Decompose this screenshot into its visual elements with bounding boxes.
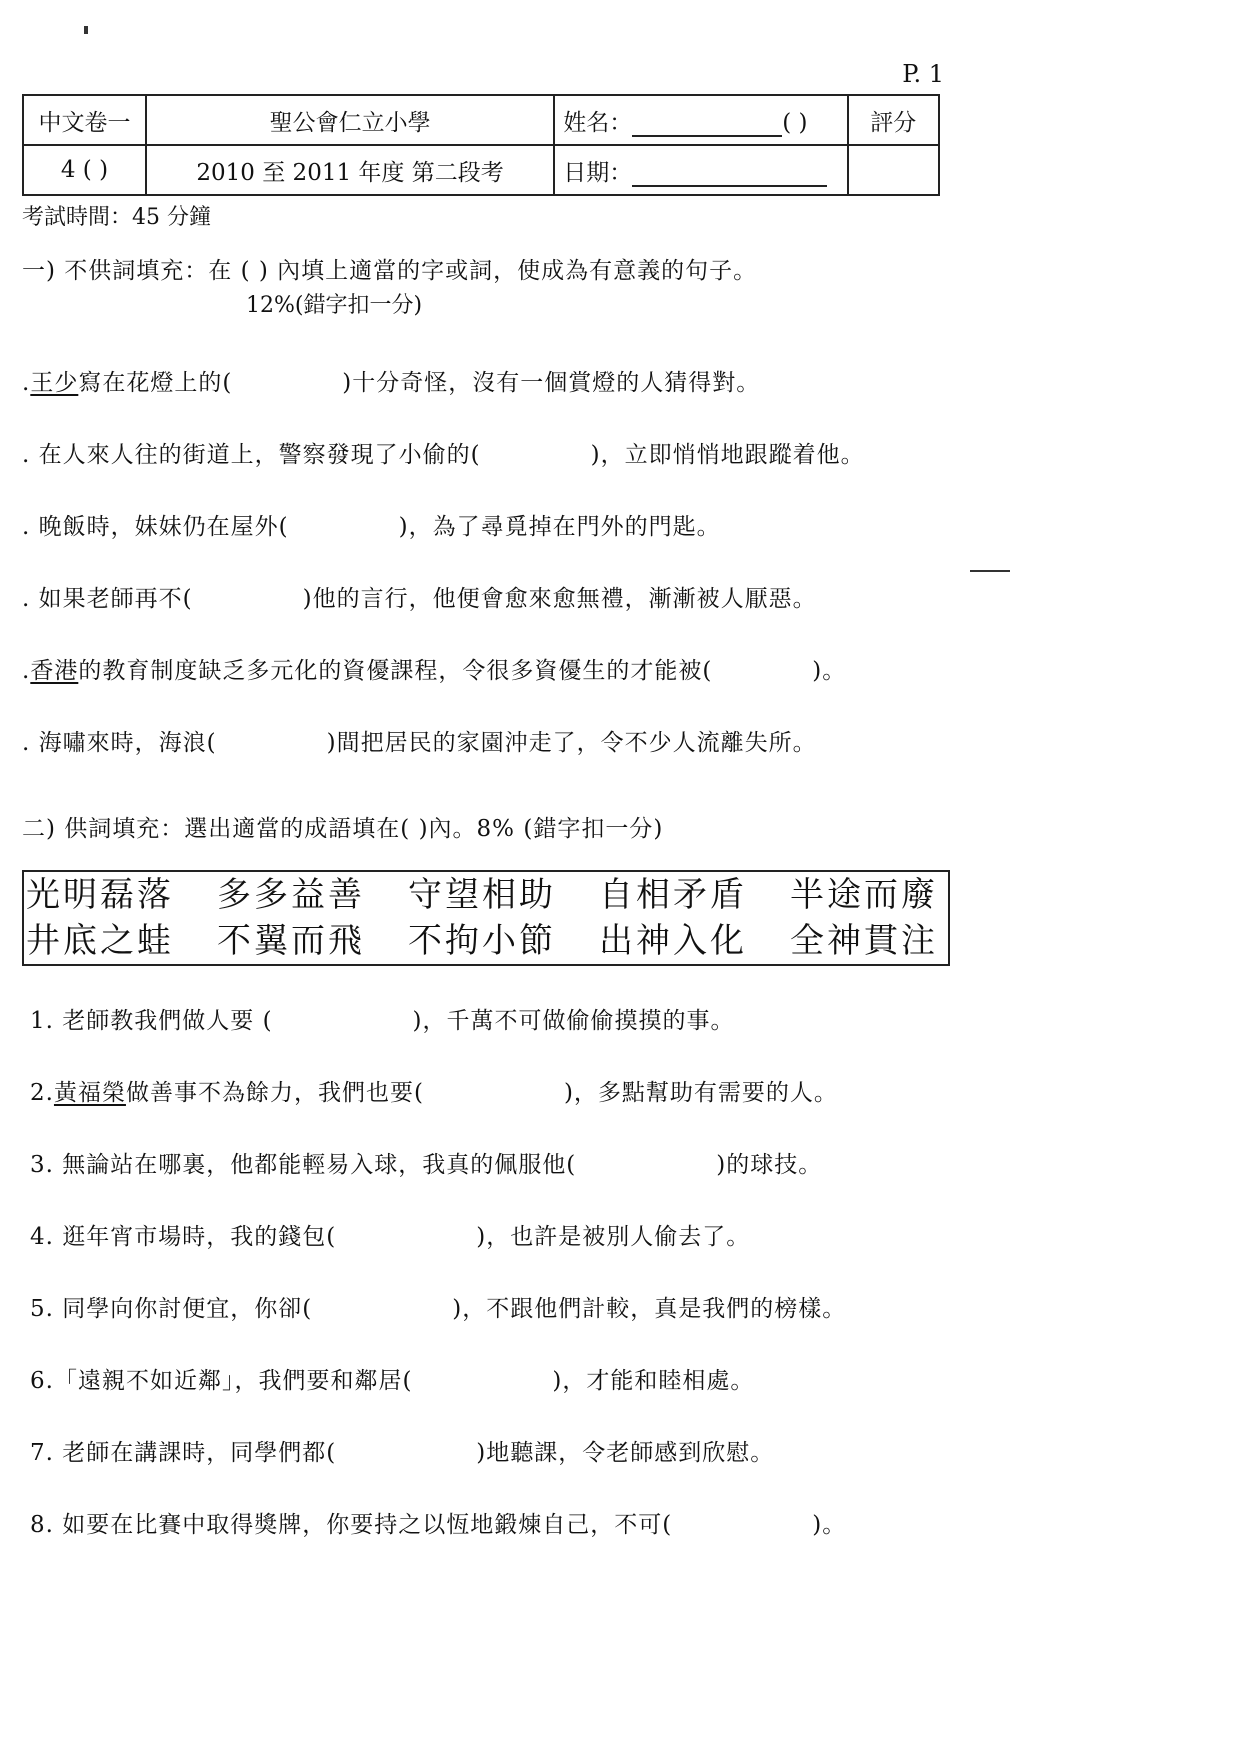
section1-question: . 晚飯時，妹妹仍在屋外( )，為了尋覓掉在門外的門匙。 <box>22 514 721 540</box>
scan-mark <box>84 26 88 34</box>
word-bank-item: 光明磊落 <box>26 875 174 915</box>
name-field[interactable] <box>632 113 782 137</box>
word-bank-item: 全神貫注 <box>790 921 938 961</box>
word-bank-item: 多多益善 <box>217 875 365 915</box>
proper-name: 王少 <box>30 370 79 396</box>
section2-question: 6.「遠親不如近鄰」，我們要和鄰居( )，才能和睦相處。 <box>30 1368 755 1394</box>
section1-question: . 如果老師再不( )他的言行，他便會愈來愈無禮，漸漸被人厭惡。 <box>22 586 817 612</box>
section2-question: 1. 老師教我們做人要 ( )，千萬不可做偷偷摸摸的事。 <box>30 1008 735 1034</box>
word-bank-item: 不拘小節 <box>408 921 556 961</box>
word-bank-item: 不翼而飛 <box>217 921 365 961</box>
date-cell <box>554 145 847 195</box>
word-bank-item: 自相矛盾 <box>599 875 747 915</box>
score-box[interactable] <box>848 145 940 195</box>
exam-header-table <box>22 94 940 196</box>
class-cell: 4 ( ) <box>23 145 146 195</box>
section1-question: . 在人來人往的街道上，警察發現了小偷的( )，立即悄悄地跟蹤着他。 <box>22 442 865 468</box>
year-term: 2010 至 2011 年度 第二段考 <box>146 145 554 195</box>
section2-question: 3. 無論站在哪裏，他都能輕易入球，我真的佩服他( )的球技。 <box>30 1152 823 1178</box>
name-cell <box>554 95 847 145</box>
date-field[interactable] <box>632 163 827 187</box>
section1-question: . 海嘯來時，海浪( )間把居民的家園沖走了，令不少人流離失所。 <box>22 730 817 756</box>
school-name: 聖公會仁立小學 <box>146 95 554 145</box>
exam-time: 考試時間：45 分鐘 <box>22 205 211 230</box>
score-label: 評分 <box>848 95 940 145</box>
section2-question: 2.黃福榮做善事不為餘力，我們也要( )，多點幫助有需要的人。 <box>30 1080 838 1106</box>
word-bank-item: 出神入化 <box>599 921 747 961</box>
scan-mark <box>970 570 1010 572</box>
section2-question: 4. 逛年宵市場時，我的錢包( )，也許是被別人偷去了。 <box>30 1224 751 1250</box>
word-bank-item: 井底之蛙 <box>26 921 174 961</box>
section1-note: 12%(錯字扣一分) <box>246 293 423 318</box>
word-bank-item: 守望相助 <box>408 875 556 915</box>
section2-question: 5. 同學向你討便宜，你卻( )，不跟他們計較，真是我們的榜樣。 <box>30 1296 847 1322</box>
page-number: P. 1 <box>902 60 944 88</box>
name-label: 姓名： <box>563 109 633 136</box>
paper-name: 中文卷一 <box>23 95 146 145</box>
date-label: 日期： <box>563 159 633 186</box>
section2-question: 7. 老師在講課時，同學們都( )地聽課，令老師感到欣慰。 <box>30 1440 775 1466</box>
word-bank-item: 半途而廢 <box>790 875 938 915</box>
section2-title: 二) 供詞填充：選出適當的成語填在( )內。8% (錯字扣一分) <box>22 816 664 842</box>
section1-question: .香港的教育制度缺乏多元化的資優課程，令很多資優生的才能被( )。 <box>22 658 847 684</box>
proper-name: 香港 <box>30 658 79 684</box>
idiom-word-bank <box>22 870 950 966</box>
section1-question: .王少寫在花燈上的( )十分奇怪，沒有一個賞燈的人猜得對。 <box>22 370 761 396</box>
class-number-bracket: ( ) <box>782 109 808 136</box>
word-bank-row <box>24 918 948 964</box>
section1-title: 一) 不供詞填充：在 ( ) 內填上適當的字或詞，使成為有意義的句子。 <box>22 258 758 284</box>
proper-name: 黃福榮 <box>53 1080 126 1106</box>
word-bank-row <box>24 872 948 918</box>
section2-question: 8. 如要在比賽中取得獎牌，你要持之以恆地鍛煉自己，不可( )。 <box>30 1512 847 1538</box>
